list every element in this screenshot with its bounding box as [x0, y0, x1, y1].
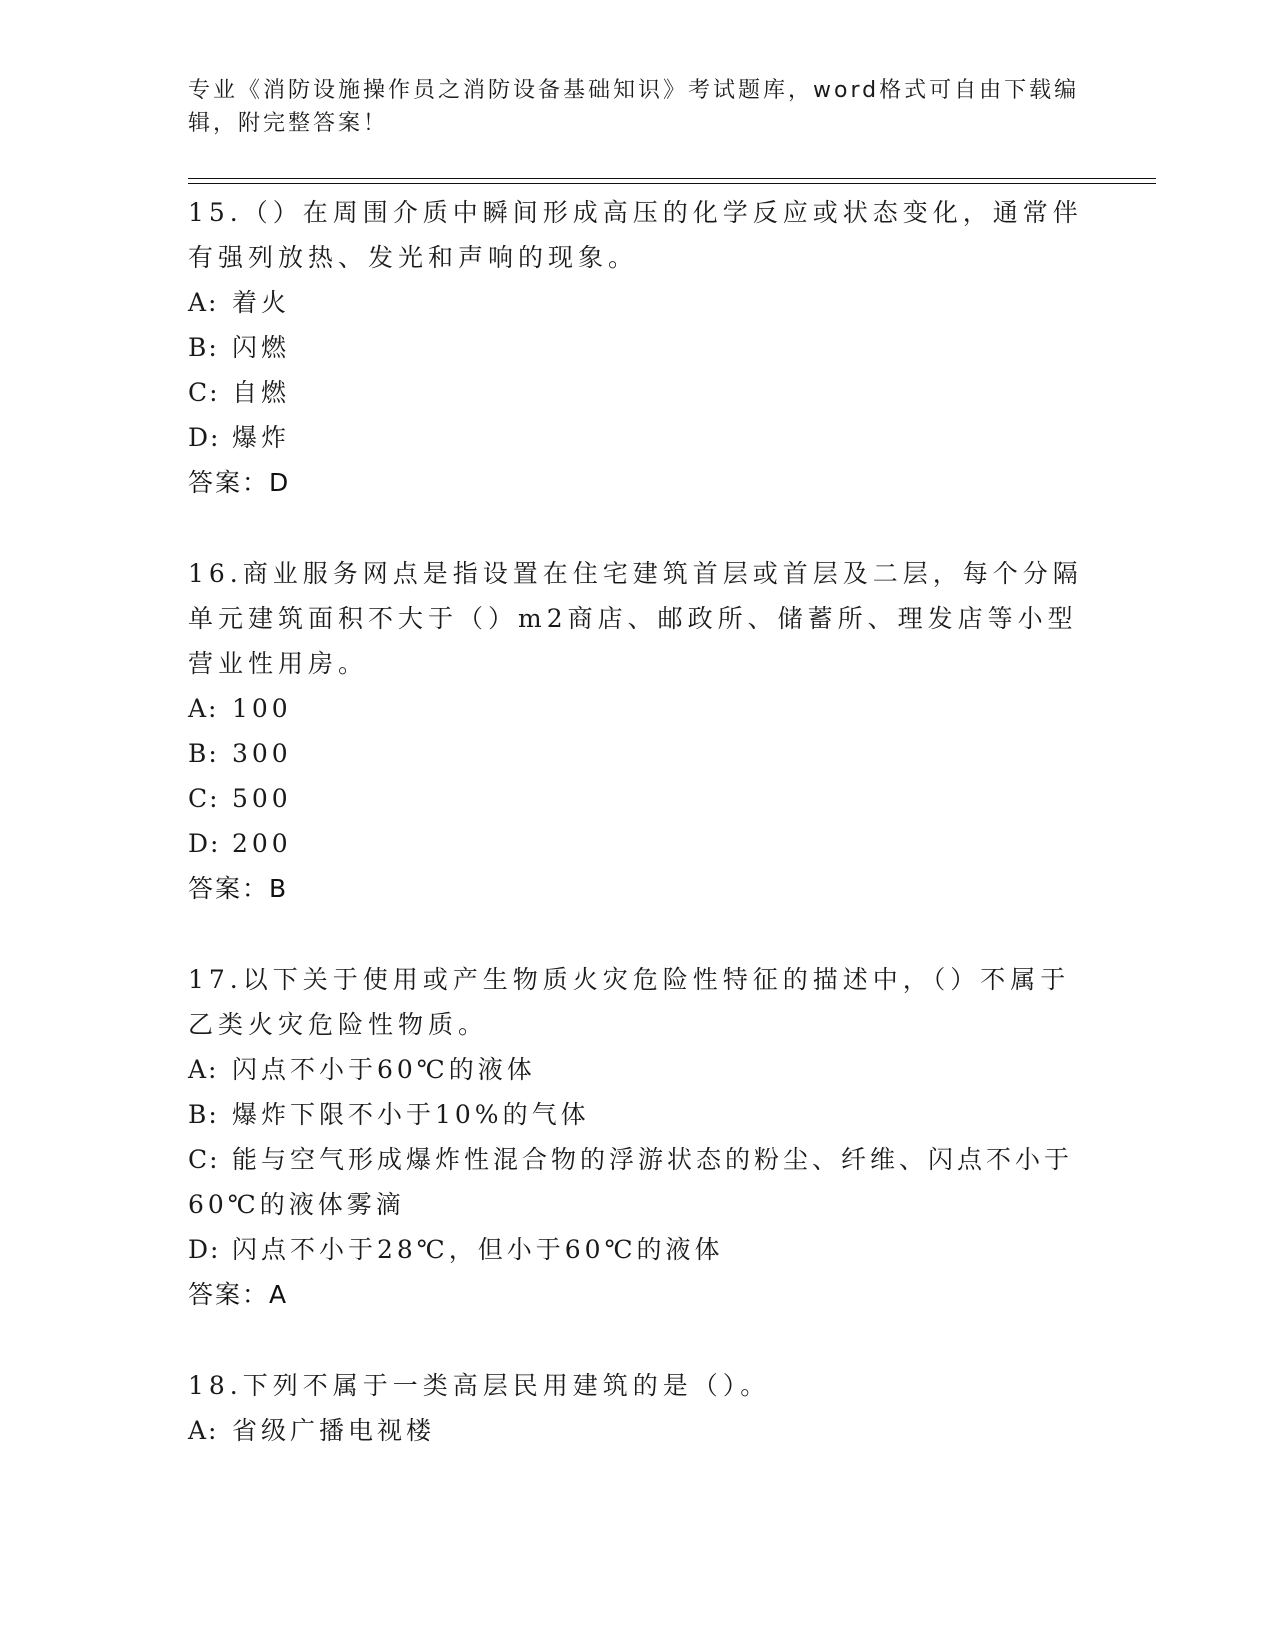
answer-line: 答案：B	[188, 874, 289, 903]
question-stem: 15.（）在周围介质中瞬间形成高压的化学反应或状态变化，通常伴有强列放热、发光和声响的现象。	[188, 198, 1083, 272]
option-letter: A:	[188, 288, 219, 317]
option-a	[188, 1047, 1088, 1092]
option-b	[188, 325, 1088, 370]
question-stem: 18.下列不属于一类高层民用建筑的是（）。	[188, 1371, 771, 1400]
option-d	[188, 821, 1088, 866]
option-text: 爆炸下限不小于10%的气体	[232, 1100, 590, 1129]
option-letter: C:	[188, 378, 220, 407]
option-letter: C:	[188, 784, 220, 813]
option-text: 着火	[232, 288, 291, 317]
answer-line: 答案：A	[188, 1280, 289, 1309]
option-text: 200	[232, 829, 292, 858]
option-letter: A:	[188, 694, 219, 723]
option-text: 闪燃	[232, 333, 291, 362]
header-divider-top	[188, 178, 1156, 179]
option-letter: B:	[188, 333, 219, 362]
option-d	[188, 415, 1088, 460]
answer-line: 答案：D	[188, 468, 291, 497]
question-18	[188, 1363, 1088, 1453]
option-text: 爆炸	[232, 423, 291, 452]
option-text: 500	[232, 784, 292, 813]
option-text: 省级广播电视楼	[232, 1416, 436, 1445]
option-letter: A:	[188, 1416, 219, 1445]
option-text: 300	[232, 739, 292, 768]
header-divider-bottom	[188, 183, 1156, 184]
option-letter: D:	[188, 829, 221, 858]
document-header: 专业《消防设施操作员之消防设备基础知识》考试题库，word格式可自由下载编辑，附完整答案！	[188, 78, 1080, 136]
option-text: 100	[232, 694, 292, 723]
option-c	[188, 1137, 1088, 1227]
option-b	[188, 1092, 1088, 1137]
option-b	[188, 731, 1088, 776]
option-c	[188, 776, 1088, 821]
question-list	[188, 190, 1088, 1499]
option-letter: D:	[188, 423, 221, 452]
option-letter: D:	[188, 1235, 221, 1264]
option-letter: B:	[188, 739, 219, 768]
question-stem: 16.商业服务网点是指设置在住宅建筑首层或首层及二层，每个分隔单元建筑面积不大于（）m2商店、邮政所、储蓄所、理发店等小型营业性用房。	[188, 559, 1083, 678]
question-16	[188, 551, 1088, 911]
option-c	[188, 370, 1088, 415]
option-text: 闪点不小于28℃，但小于60℃的液体	[232, 1235, 724, 1264]
option-text: 闪点不小于60℃的液体	[232, 1055, 536, 1084]
option-a	[188, 1408, 1088, 1453]
option-letter: C:	[188, 1145, 220, 1174]
option-letter: A:	[188, 1055, 219, 1084]
question-17	[188, 957, 1088, 1317]
option-d	[188, 1227, 1088, 1272]
option-text: 自燃	[232, 378, 291, 407]
question-stem: 17.以下关于使用或产生物质火灾危险性特征的描述中，（）不属于乙类火灾危险性物质。	[188, 965, 1071, 1039]
option-letter: B:	[188, 1100, 219, 1129]
option-text: 能与空气形成爆炸性混合物的浮游状态的粉尘、纤维、闪点不小于60℃的液体雾滴	[188, 1145, 1074, 1219]
option-a	[188, 686, 1088, 731]
option-a	[188, 280, 1088, 325]
question-15	[188, 190, 1088, 505]
